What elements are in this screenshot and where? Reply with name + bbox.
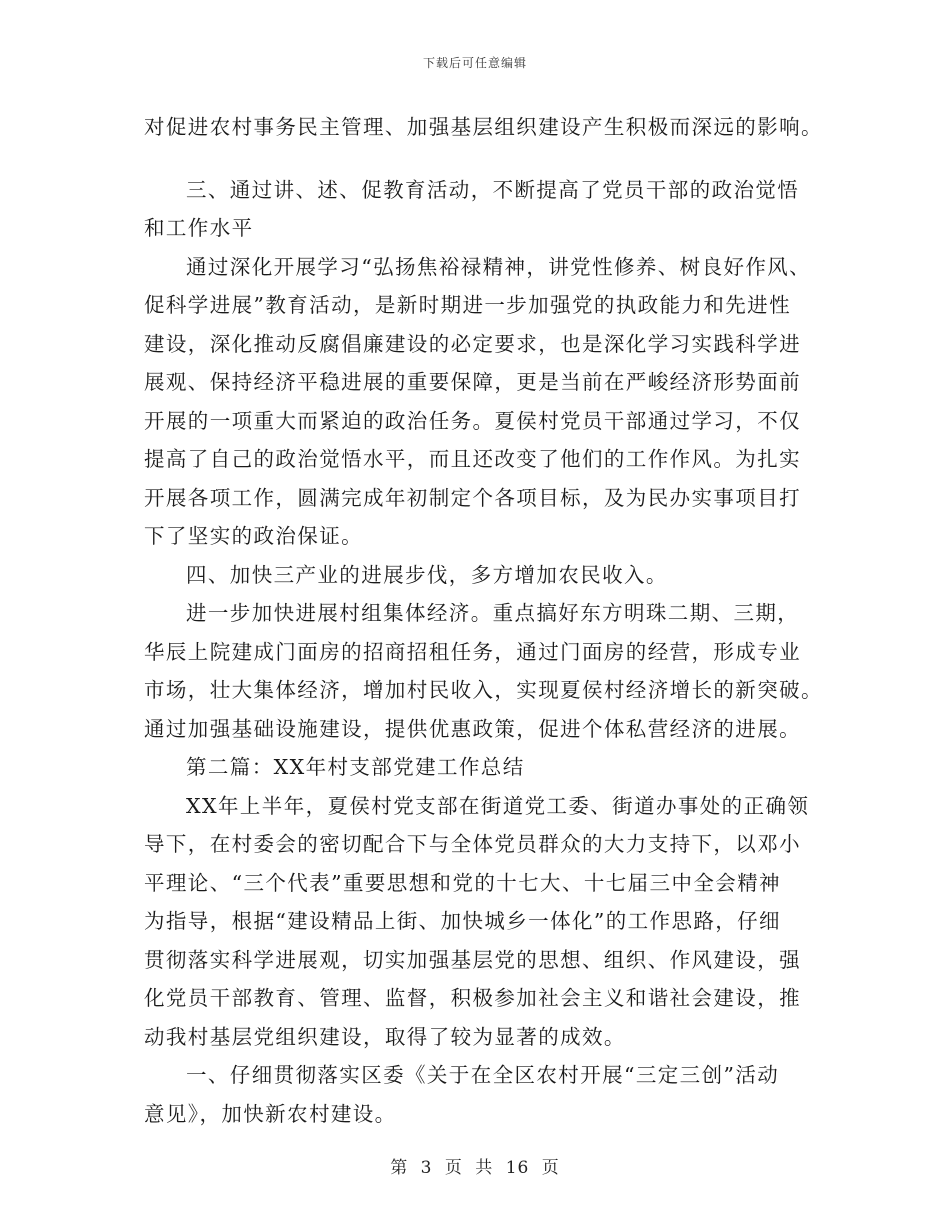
body-line: 提高了自己的政治觉悟水平，而且还改变了他们的工作作风。为扎实 [144, 447, 801, 471]
paragraph-gap [144, 147, 806, 171]
section-heading-line: 一、仔细贯彻落实区委《关于在全区农村开展“三定三创”活动 [186, 1063, 780, 1087]
body-line: 对促进农村事务民主管理、加强基层组织建设产生积极而深远的影响。 [144, 115, 823, 139]
body-line: 贯彻落实科学进展观，切实加强基层党的思想、组织、作风建设，强 [144, 947, 801, 972]
body-line: 展观、保持经济平稳进展的重要保障，更是当前在严峻经济形势面前 [144, 370, 801, 394]
page-header: 下载后可任意编辑 [422, 56, 527, 70]
body-line: 化党员干部教育、管理、监督，积极参加社会主义和谐社会建设，推 [144, 986, 801, 1010]
body-line: 下了坚实的政治保证。 [144, 524, 363, 548]
body-line: 通过加强基础设施建设，提供优惠政策，促进个体私营经济的进展。 [144, 716, 801, 741]
document-body [144, 108, 823, 1133]
body-line: 动我村基层党组织建设，取得了较为显著的成效。 [144, 1024, 626, 1049]
section-heading-line: 意见》，加快新农村建设。 [144, 1101, 397, 1126]
body-line: 建设，深化推动反腐倡廉建设的必定要求，也是深化学习实践科学进 [144, 331, 801, 356]
body-line: 平理论、“三个代表”重要思想和党的十七大、十七届三中全会精神 [144, 870, 781, 895]
body-line: 进一步加快进展村组集体经济。重点搞好东方明珠二期、三期， [186, 601, 800, 625]
body-line: 开展的一项重大而紧迫的政治任务。夏侯村党员干部通过学习，不仅 [144, 408, 801, 433]
page-number-footer: 第 3 页 共 16 页 [390, 1158, 560, 1178]
section-heading-line: 三、通过讲、述、促教育活动，不断提高了党员干部的政治觉悟 [186, 177, 800, 202]
body-line: 通过深化开展学习“弘扬焦裕禄精神，讲党性修养、树良好作风、 [186, 254, 812, 279]
section-heading-line: 和工作水平 [144, 216, 254, 240]
body-line: 开展各项工作，圆满完成年初制定个各项目标，及为民办实事项目打 [144, 485, 801, 510]
body-line: 市场，壮大集体经济，增加村民收入，实现夏侯村经济增长的新突破。 [144, 678, 823, 702]
section-heading-line: 四、加快三产业的进展步伐，多方增加农民收入。 [186, 562, 668, 587]
body-line: 促科学进展”教育活动，是新时期进一步加强党的执政能力和先进性 [144, 293, 791, 317]
body-line: 导下，在村委会的密切配合下与全体党员群众的大力支持下，以邓小 [144, 832, 801, 856]
body-line: XX年上半年，夏侯村党支部在街道党工委、街道办事处的正确领 [186, 793, 810, 818]
body-line: 华辰上院建成门面房的招商招租任务，通过门面房的经营，形成专业 [144, 639, 801, 664]
body-line: 为指导，根据“建设精品上街、加快城乡一体化”的工作思路，仔细 [144, 909, 781, 933]
chapter-title-line: 第二篇：XX年村支部党建工作总结 [186, 755, 525, 779]
